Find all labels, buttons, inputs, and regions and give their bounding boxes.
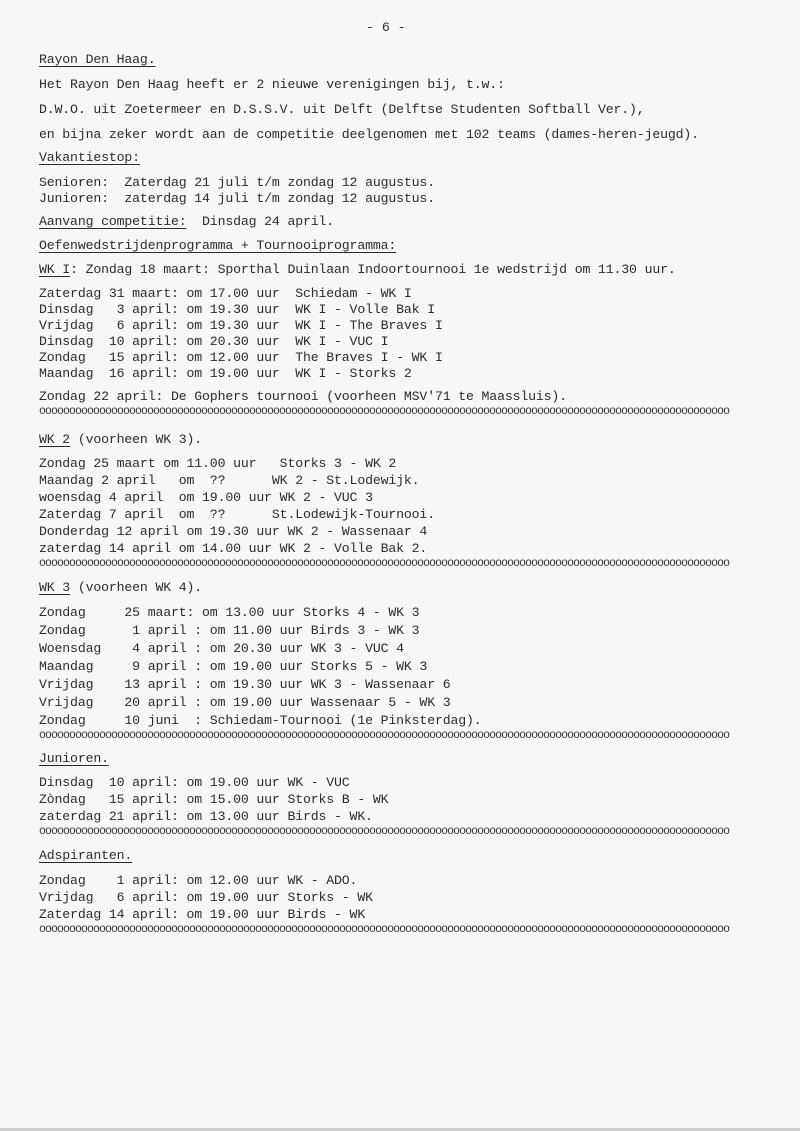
wk3-label: WK 3 xyxy=(39,580,71,595)
match-row: zaterdag 14 april om 14.00 uur WK 2 - Volle Bak 2. xyxy=(39,541,428,556)
match-row: Zondag 15 april: om 12.00 uur The Braves I - WK I xyxy=(39,350,443,365)
separator: ooooooooooooooooooooooooooooooooooooooooooooooooooooooooooooooooooooooooooooooooooooooooooooooooooooooooooooooooooo xyxy=(39,557,730,570)
section-title-junioren: Junioren. xyxy=(39,751,109,766)
match-row: Dinsdag 10 april: om 20.30 uur WK I - VUC I xyxy=(39,334,389,349)
match-row: Dinsdag 3 april: om 19.30 uur WK I - Volle Bak I xyxy=(39,302,435,317)
match-row: Maandag 16 april: om 19.00 uur WK I - Storks 2 xyxy=(39,366,412,381)
page-number: - 6 - xyxy=(366,20,406,35)
match-row: Zondag 25 maart om 11.00 uur Storks 3 - WK 2 xyxy=(39,456,397,471)
aanvang-value: Dinsdag 24 april. xyxy=(186,214,335,229)
intro-line: en bijna zeker wordt aan de competitie deelgenomen met 102 teams (dames-heren-jeugd). xyxy=(39,127,699,142)
match-row: zaterdag 21 april: om 13.00 uur Birds - WK. xyxy=(39,809,373,824)
vakantiestop-line: Junioren: zaterdag 14 juli t/m zondag 12 augustus. xyxy=(39,191,435,206)
section-title-adspiranten: Adspiranten. xyxy=(39,848,133,863)
wk2-header-text: (voorheen WK 3). xyxy=(70,432,203,447)
wk2-label: WK 2 xyxy=(39,432,71,447)
vakantiestop-line: Senioren: Zaterdag 21 juli t/m zondag 12 augustus. xyxy=(39,175,435,190)
match-row: woensdag 4 april om 19.00 uur WK 2 - VUC 3 xyxy=(39,490,373,505)
match-row: Zòndag 15 april: om 15.00 uur Storks B - WK xyxy=(39,792,389,807)
separator: ooooooooooooooooooooooooooooooooooooooooooooooooooooooooooooooooooooooooooooooooooooooooooooooooooooooooooooooooooo xyxy=(39,405,730,418)
intro-line: Het Rayon Den Haag heeft er 2 nieuwe verenigingen bij, t.w.: xyxy=(39,77,505,92)
match-row: Donderdag 12 april om 19.30 uur WK 2 - Wassenaar 4 xyxy=(39,524,428,539)
wk1-label: WK I xyxy=(39,262,71,277)
match-row: Vrijdag 13 april : om 19.30 uur WK 3 - Wassenaar 6 xyxy=(39,677,451,692)
wk3-header-text: (voorheen WK 4). xyxy=(70,580,203,595)
match-row: Vrijdag 6 april: om 19.00 uur Storks - WK xyxy=(39,890,373,905)
separator: ooooooooooooooooooooooooooooooooooooooooooooooooooooooooooooooooooooooooooooooooooooooooooooooooooooooooooooooooooo xyxy=(39,825,730,838)
match-row: Vrijdag 6 april: om 19.30 uur WK I - The Braves I xyxy=(39,318,443,333)
wk1-header-text: : Zondag 18 maart: Sporthal Duinlaan Indoortournooi 1e wedstrijd om 11.30 uur. xyxy=(70,262,676,277)
wk1-footer: Zondag 22 april: De Gophers tournooi (voorheen MSV'71 te Maassluis). xyxy=(39,389,567,404)
section-title-vakantiestop: Vakantiestop: xyxy=(39,150,140,165)
match-row: Vrijdag 20 april : om 19.00 uur Wassenaar 5 - WK 3 xyxy=(39,695,451,710)
match-row: Zaterdag 14 april: om 19.00 uur Birds - WK xyxy=(39,907,366,922)
wk2-header xyxy=(39,432,202,448)
intro-line: D.W.O. uit Zoetermeer en D.S.S.V. uit Delft (Delftse Studenten Softball Ver.), xyxy=(39,102,645,117)
wk1-header xyxy=(39,262,676,278)
match-row: Zondag 25 maart: om 13.00 uur Storks 4 - WK 3 xyxy=(39,605,420,620)
match-row: Maandag 2 april om ?? WK 2 - St.Lodewijk. xyxy=(39,473,420,488)
match-row: Zaterdag 31 maart: om 17.00 uur Schiedam - WK I xyxy=(39,286,412,301)
match-row: Zondag 10 juni : Schiedam-Tournooi (1e Pinksterdag). xyxy=(39,713,482,728)
match-row: Zaterdag 7 april om ?? St.Lodewijk-Tournooi. xyxy=(39,507,435,522)
section-title-rayon: Rayon Den Haag. xyxy=(39,52,156,67)
programma-title: Oefenwedstrijdenprogramma + Tournooiprogramma: xyxy=(39,238,397,253)
match-row: Woensdag 4 april : om 20.30 uur WK 3 - VUC 4 xyxy=(39,641,404,656)
match-row: Dinsdag 10 april: om 19.00 uur WK - VUC xyxy=(39,775,350,790)
wk3-header xyxy=(39,580,202,596)
match-row: Maandag 9 april : om 19.00 uur Storks 5 - WK 3 xyxy=(39,659,428,674)
separator: ooooooooooooooooooooooooooooooooooooooooooooooooooooooooooooooooooooooooooooooooooooooooooooooooooooooooooooooooooo xyxy=(39,923,730,936)
aanvang-competitie xyxy=(39,214,334,230)
separator: ooooooooooooooooooooooooooooooooooooooooooooooooooooooooooooooooooooooooooooooooooooooooooooooooooooooooooooooooooo xyxy=(39,729,730,742)
match-row: Zondag 1 april: om 12.00 uur WK - ADO. xyxy=(39,873,358,888)
aanvang-label: Aanvang competitie: xyxy=(39,214,187,229)
match-row: Zondag 1 april : om 11.00 uur Birds 3 - WK 3 xyxy=(39,623,420,638)
